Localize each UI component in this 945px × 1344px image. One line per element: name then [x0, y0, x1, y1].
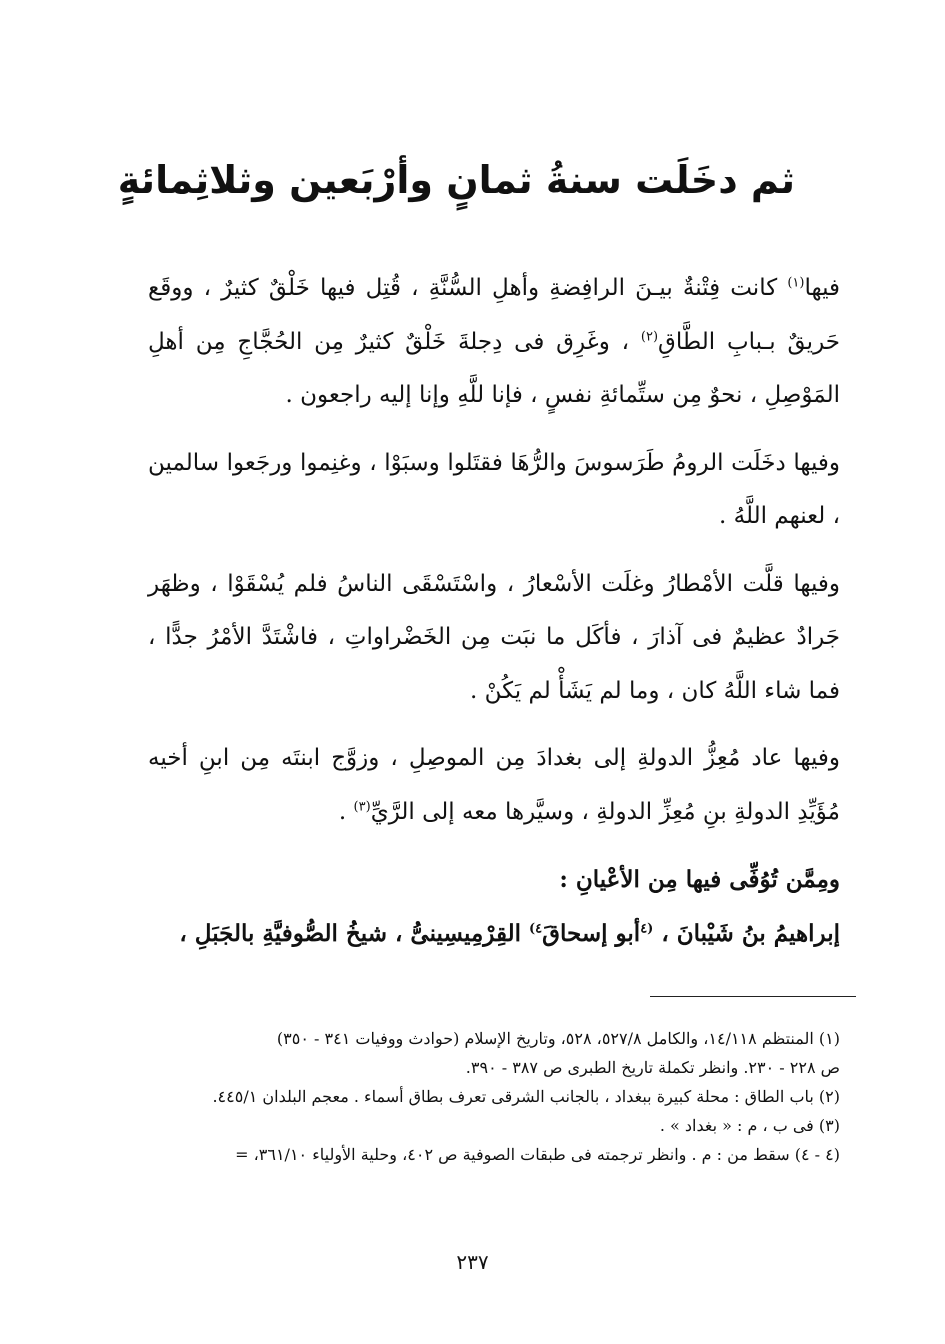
paragraph-drought: وفيها قلَّت الأمْطارُ وغلَت الأسْعارُ ، واسْتَسْقَى الناسُ فلم يُسْقَوْا ، وظهَر جَرادٌ عظيمٌ فى آذارَ ، فأكَل ما نبَت مِن الخَضْراواتِ ، فاشْتَدَّ الأمْرُ جدًّا ، فما شاء اللَّهُ كان ، وما لم يَشَأْ لم يَكُنْ .	[148, 570, 840, 704]
footnote-3: (٣) فى ب ، م : « بغداد » .	[659, 1116, 840, 1135]
footnote-ref-4-start[interactable]: (٤	[640, 920, 654, 936]
paragraph-romans: وفيها دخَلَت الرومُ طَرَسوسَ والرُّهَا فقتَلوا وسبَوْا ، وغنِموا ورجَعوا سالمين ، لعنهم اللَّهُ .	[148, 449, 840, 529]
paragraph-text: كانت فِتْنةٌ بيـنَ الرافِضةِ وأهلِ السُّنَّةِ ، قُتِل فيها خَلْقٌ كثيرٌ ، ووقَع حَريقٌ بـبابِ الطَّاقِ	[148, 275, 840, 355]
section-heading-deaths: ومِمَّن تُوُفِّى فيها مِن الأعْيانِ :	[559, 866, 840, 893]
paragraph-ibrahim	[148, 907, 840, 961]
paragraph-text: إبراهيمُ بنُ شَيْبانَ ،	[653, 919, 840, 947]
main-text	[148, 262, 840, 960]
footnote-ref-1[interactable]: (١)	[787, 275, 805, 291]
paragraph-text: .	[338, 798, 354, 825]
footnotes	[146, 1024, 840, 1169]
footnote-ref-2[interactable]: (٢)	[640, 328, 659, 344]
paragraph-text: ، وغَرِق فى دِجلةَ خَلْقٌ كثيرٌ مِن الحُجَّاجِ مِن أهلِ المَوْصِلِ ، نحوٌ مِن ستِّمائةِ نفسٍ ، فإنا للَّهِ وإنا إليه راجعون .	[148, 328, 840, 408]
footnote-1-continuation: ص ٢٢٨ - ٢٣٠. وانظر تكملة تاريخ الطبرى ص ٣٨٧ - ٣٩٠.	[465, 1058, 840, 1077]
chapter-title: ثم دخَلَت سنةُ ثمانٍ وأرْبَعين وثلاثِمائةٍ	[117, 158, 795, 202]
paragraph-text: فيها	[804, 275, 840, 301]
paragraph-fitna	[148, 262, 840, 423]
page-number: ٢٣٧	[456, 1250, 489, 1274]
footnote-4: (٤ - ٤) سقط من : م . وانظر ترجمته فى طبقات الصوفية ص ٤٠٢، وحلية الأولياء ٣٦١/١٠، =	[235, 1145, 840, 1164]
paragraph-text: أبو إسحاقَ	[542, 919, 641, 947]
footnote-ref-4-end[interactable]: ٤)	[529, 920, 543, 936]
paragraph-muizz	[148, 732, 840, 839]
footnote-ref-3[interactable]: (٣)	[353, 798, 371, 814]
paragraph-text: القِرْمِيسِينىُّ ، شيخُ الصُّوفيَّةِ بالجَبَلِ ،	[179, 919, 529, 947]
footnote-2: (٢) باب الطاق : محلة كبيرة ببغداد ، بالجانب الشرقى تعرف بطاق أسماء . معجم البلدان ٤٤٥/١.	[212, 1087, 840, 1106]
footnote-separator	[650, 996, 856, 997]
footnote-1: (١) المنتظم ١٤/١١٨، والكامل ٥٢٧/٨، ٥٢٨، وتاريخ الإسلام (حوادث ووفيات ٣٤١ - ٣٥٠)	[276, 1029, 840, 1048]
paragraph-text: وفيها عاد مُعِزُّ الدولةِ إلى بغدادَ مِن الموصِلِ ، وزوَّج ابنتَه مِن ابنِ أخيه مُؤَيِّدِ الدولةِ بنِ مُعِزِّ الدولةِ ، وسيَّرها معه إلى الرَّيِّ	[148, 745, 840, 825]
